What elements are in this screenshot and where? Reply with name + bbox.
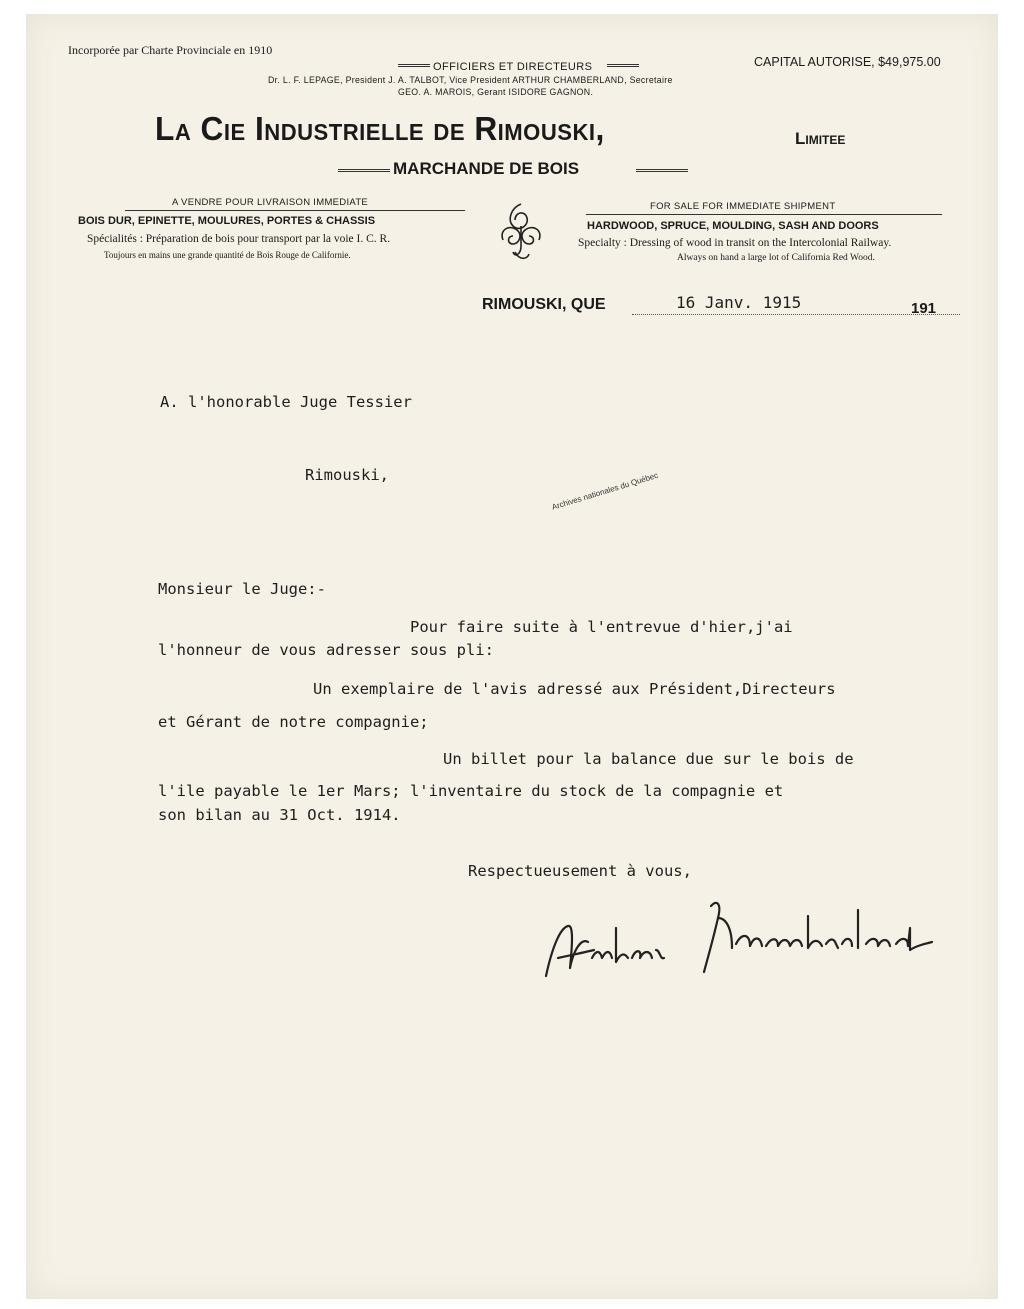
addressee-city: Rimouski,	[305, 466, 389, 484]
capital-note: CAPITAL AUTORISE, $49,975.00	[754, 55, 941, 69]
body-line-5: Un billet pour la balance due sur le bois de	[443, 750, 854, 768]
addressee: A. l'honorable Juge Tessier	[160, 393, 412, 411]
place-label: RIMOUSKI, QUE	[482, 296, 606, 313]
body-line-1: Pour faire suite à l'entrevue d'hier,j'ai	[410, 618, 793, 636]
closing: Respectueusement à vous,	[468, 862, 692, 880]
signature	[536, 888, 946, 988]
date-typed: 16 Janv. 1915	[676, 293, 802, 312]
body-line-4: et Gérant de notre compagnie;	[158, 713, 429, 731]
company-monogram-icon	[493, 200, 549, 264]
officers-line-1: Dr. L. F. LEPAGE, President J. A. TALBOT, Vice President ARTHUR CHAMBERLAND, Secretaire	[268, 75, 673, 85]
right-heading-rule	[586, 214, 942, 215]
body-line-7: son bilan au 31 Oct. 1914.	[158, 806, 401, 824]
body-line-3: Un exemplaire de l'avis adressé aux Président,Directeurs	[313, 680, 836, 698]
company-suffix: Limitee	[795, 129, 846, 148]
incorporation-note: Incorporée par Charte Provinciale en 1910	[68, 43, 273, 57]
right-heading: FOR SALE FOR IMMEDIATE SHIPMENT	[650, 201, 836, 212]
salutation: Monsieur le Juge:-	[158, 580, 326, 598]
left-heading: A VENDRE POUR LIVRAISON IMMEDIATE	[172, 197, 369, 208]
year-prefix: 191	[911, 300, 937, 317]
body-line-6: l'ile payable le 1er Mars; l'inventaire du stock de la compagnie et	[158, 782, 784, 800]
officers-heading: OFFICIERS ET DIRECTEURS	[433, 61, 593, 73]
trade-rule-left	[338, 169, 390, 172]
officers-rule-right	[607, 64, 639, 67]
left-specialty: Spécialités : Préparation de bois pour transport par la voie I. C. R.	[87, 233, 391, 245]
left-heading-rule	[125, 210, 465, 211]
right-specialty: Specialty : Dressing of wood in transit on the Intercolonial Railway.	[578, 237, 892, 249]
trade-rule-right	[636, 169, 688, 172]
body-line-2: l'honneur de vous adresser sous pli:	[158, 641, 494, 659]
officers-line-2: GEO. A. MAROIS, Gerant ISIDORE GAGNON.	[398, 87, 594, 97]
company-name: La Cie Industrielle de Rimouski,	[155, 110, 605, 147]
left-products: BOIS DUR, EPINETTE, MOULURES, PORTES & CHASSIS	[78, 215, 376, 227]
left-stock: Toujours en mains une grande quantité de Bois Rouge de Californie.	[104, 250, 351, 260]
right-stock: Always on hand a large lot of California Red Wood.	[677, 253, 875, 263]
officers-rule-left	[398, 64, 430, 67]
right-products: HARDWOOD, SPRUCE, MOULDING, SASH AND DOORS	[587, 220, 879, 232]
trade-label: MARCHANDE DE BOIS	[393, 159, 580, 178]
archive-stamp: Archives nationales du Québec	[550, 470, 660, 512]
